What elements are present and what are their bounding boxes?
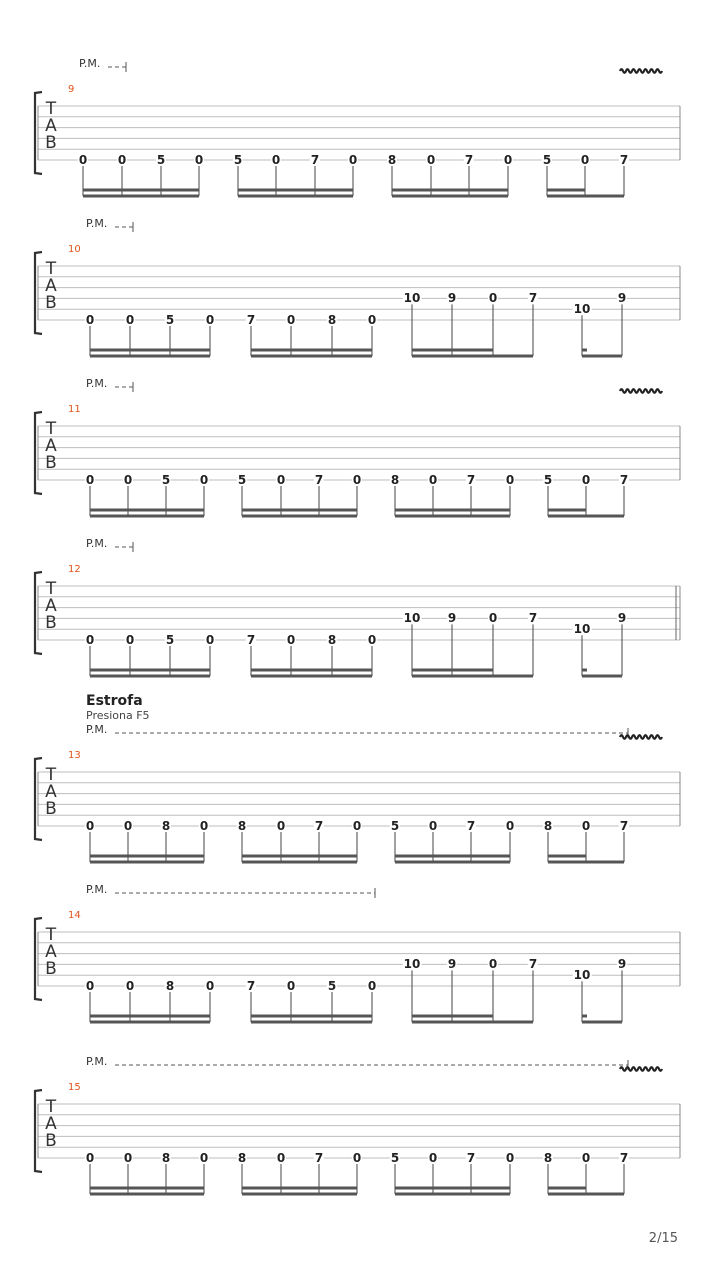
- tab-clef-letter: T: [45, 925, 57, 945]
- fret-number: 7: [528, 611, 538, 626]
- fret-number: 10: [403, 957, 421, 972]
- fret-number: 0: [503, 153, 513, 167]
- fret-number: 0: [123, 1151, 133, 1165]
- fret-number: 0: [125, 313, 135, 327]
- palm-mute-label: P.M.: [86, 883, 108, 896]
- palm-mute-label: P.M.: [86, 377, 108, 390]
- fret-number: 0: [348, 153, 358, 167]
- fret-number: 10: [403, 291, 421, 306]
- tab-clef-letter: T: [45, 765, 57, 785]
- fret-number: 7: [619, 819, 629, 833]
- fret-number: 7: [314, 1151, 324, 1165]
- measure-number: 10: [68, 244, 81, 255]
- fret-number: 5: [165, 633, 175, 647]
- fret-number: 0: [581, 1151, 591, 1165]
- fret-number: 0: [581, 819, 591, 833]
- palm-mute-label: P.M.: [86, 1055, 108, 1068]
- tab-clef-letter: A: [45, 116, 57, 136]
- fret-number: 0: [123, 473, 133, 487]
- tab-clef-letter: B: [45, 453, 57, 473]
- beam-primary: [90, 1187, 204, 1190]
- fret-number: 0: [199, 473, 209, 487]
- beam-primary: [548, 1187, 586, 1190]
- fret-number: 8: [165, 979, 175, 993]
- palm-mute-label: P.M.: [86, 537, 108, 550]
- fret-number: 7: [619, 1151, 629, 1165]
- fret-number: 0: [428, 819, 438, 833]
- fret-number: 0: [205, 633, 215, 647]
- palm-mute-label: P.M.: [79, 57, 101, 70]
- fret-number: 7: [528, 291, 538, 306]
- fret-number: 8: [161, 819, 171, 833]
- fret-number: 0: [85, 979, 95, 993]
- tab-clef-letter: T: [45, 419, 57, 439]
- tab-clef-letter: B: [45, 959, 57, 979]
- vibrato-marking: [620, 1067, 662, 1071]
- fret-number: 0: [505, 1151, 515, 1165]
- fret-number: 0: [125, 979, 135, 993]
- measure-number: 15: [68, 1082, 81, 1093]
- fret-number: 5: [233, 153, 243, 167]
- fret-number: 8: [543, 819, 553, 833]
- fret-number: 0: [505, 819, 515, 833]
- fret-number: 0: [286, 979, 296, 993]
- fret-number: 5: [165, 313, 175, 327]
- fret-number: 9: [447, 957, 457, 972]
- fret-number: 0: [205, 313, 215, 327]
- fret-number: 0: [352, 473, 362, 487]
- fret-number: 0: [488, 291, 498, 306]
- tab-clef-letter: A: [45, 942, 57, 962]
- fret-number: 8: [543, 1151, 553, 1165]
- fret-number: 9: [617, 611, 627, 626]
- fret-number: 7: [619, 153, 629, 167]
- fret-number: 0: [78, 153, 88, 167]
- fret-number: 0: [428, 1151, 438, 1165]
- fret-number: 7: [466, 1151, 476, 1165]
- section-title: Estrofa: [86, 693, 143, 709]
- measure-number: 13: [68, 750, 81, 761]
- fret-number: 7: [466, 473, 476, 487]
- fret-number: 7: [466, 819, 476, 833]
- fret-number: 7: [246, 633, 256, 647]
- fret-number: 0: [123, 819, 133, 833]
- fret-number: 0: [352, 819, 362, 833]
- fret-number: 0: [367, 979, 377, 993]
- fret-number: 0: [117, 153, 127, 167]
- fret-number: 0: [85, 473, 95, 487]
- fret-number: 7: [464, 153, 474, 167]
- tab-clef-letter: A: [45, 596, 57, 616]
- tab-clef-letter: B: [45, 293, 57, 313]
- tab-clef-letter: A: [45, 436, 57, 456]
- fret-number: 0: [205, 979, 215, 993]
- fret-number: 7: [246, 979, 256, 993]
- measure-number: 14: [68, 910, 81, 921]
- fret-number: 5: [390, 819, 400, 833]
- tab-clef-letter: A: [45, 1114, 57, 1134]
- fret-number: 5: [156, 153, 166, 167]
- tab-clef-letter: B: [45, 799, 57, 819]
- fret-number: 0: [286, 633, 296, 647]
- fret-number: 9: [447, 291, 457, 306]
- fret-number: 5: [237, 473, 247, 487]
- palm-mute-label: P.M.: [86, 217, 108, 230]
- fret-number: 0: [276, 819, 286, 833]
- fret-number: 5: [390, 1151, 400, 1165]
- fret-number: 0: [286, 313, 296, 327]
- fret-number: 7: [246, 313, 256, 327]
- palm-mute-label: P.M.: [86, 723, 108, 736]
- fret-number: 8: [237, 819, 247, 833]
- measure-number: 11: [68, 404, 81, 415]
- beam-secondary: [242, 1193, 357, 1196]
- beam-primary: [395, 1187, 510, 1190]
- section-subtitle: Presiona F5: [86, 709, 150, 722]
- fret-number: 0: [271, 153, 281, 167]
- fret-number: 8: [327, 313, 337, 327]
- measure-number: 9: [68, 84, 75, 95]
- fret-number: 0: [488, 957, 498, 972]
- fret-number: 0: [276, 1151, 286, 1165]
- measure-number: 12: [68, 564, 81, 575]
- fret-number: 0: [581, 473, 591, 487]
- tab-clef-letter: T: [45, 99, 57, 119]
- fret-number: 0: [199, 819, 209, 833]
- fret-number: 7: [314, 473, 324, 487]
- fret-number: 0: [367, 313, 377, 327]
- fret-number: 0: [199, 1151, 209, 1165]
- fret-number: 7: [314, 819, 324, 833]
- tab-clef-letter: B: [45, 133, 57, 153]
- fret-number: 0: [426, 153, 436, 167]
- fret-number: 0: [194, 153, 204, 167]
- tab-clef-letter: A: [45, 782, 57, 802]
- fret-number: 0: [85, 1151, 95, 1165]
- page-number: 2/15: [648, 1231, 678, 1246]
- fret-number: 8: [161, 1151, 171, 1165]
- fret-number: 0: [428, 473, 438, 487]
- fret-number: 0: [276, 473, 286, 487]
- fret-number: 9: [447, 611, 457, 626]
- fret-number: 0: [505, 473, 515, 487]
- fret-number: 9: [617, 957, 627, 972]
- tab-clef-letter: T: [45, 1097, 57, 1117]
- fret-number: 10: [573, 302, 591, 317]
- fret-number: 7: [528, 957, 538, 972]
- tab-clef-letter: T: [45, 259, 57, 279]
- fret-number: 0: [85, 313, 95, 327]
- fret-number: 5: [542, 153, 552, 167]
- fret-number: 0: [85, 819, 95, 833]
- tab-clef-letter: A: [45, 276, 57, 296]
- fret-number: 8: [387, 153, 397, 167]
- fret-number: 9: [617, 291, 627, 306]
- fret-number: 10: [573, 622, 591, 637]
- fret-number: 0: [580, 153, 590, 167]
- beam-secondary: [548, 1193, 624, 1196]
- tab-clef-letter: B: [45, 613, 57, 633]
- fret-number: 5: [543, 473, 553, 487]
- fret-number: 8: [237, 1151, 247, 1165]
- fret-number: 0: [367, 633, 377, 647]
- fret-number: 0: [488, 611, 498, 626]
- tab-clef-letter: T: [45, 579, 57, 599]
- fret-number: 0: [85, 633, 95, 647]
- beam-secondary: [395, 1193, 510, 1196]
- beam-primary: [242, 1187, 357, 1190]
- beam-secondary: [90, 1193, 204, 1196]
- tab-clef-letter: B: [45, 1131, 57, 1151]
- fret-number: 7: [310, 153, 320, 167]
- fret-number: 10: [573, 968, 591, 983]
- fret-number: 0: [352, 1151, 362, 1165]
- fret-number: 0: [125, 633, 135, 647]
- fret-number: 8: [327, 633, 337, 647]
- fret-number: 10: [403, 611, 421, 626]
- fret-number: 7: [619, 473, 629, 487]
- fret-number: 5: [327, 979, 337, 993]
- fret-number: 5: [161, 473, 171, 487]
- fret-number: 8: [390, 473, 400, 487]
